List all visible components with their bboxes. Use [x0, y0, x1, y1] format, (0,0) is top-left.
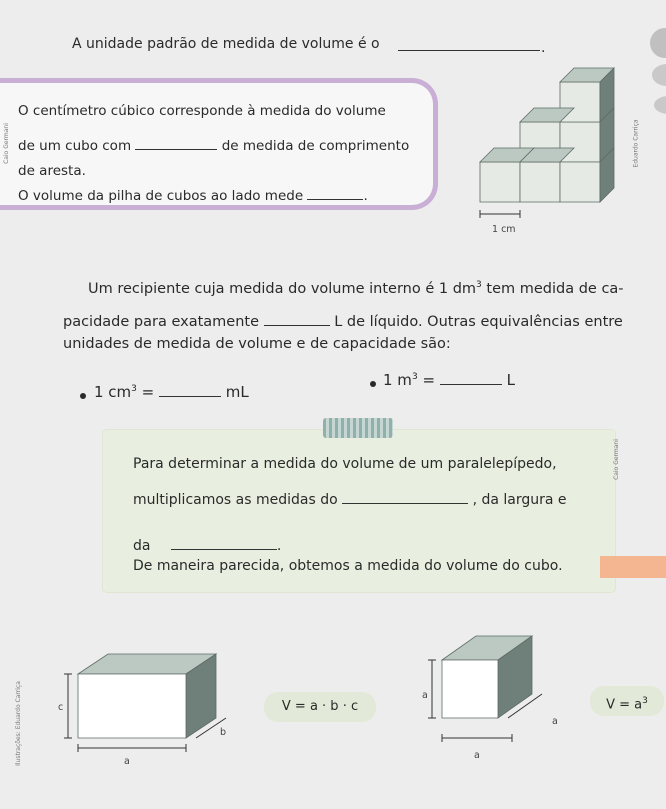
cube-face: [560, 162, 600, 202]
cube-front: [442, 660, 498, 718]
bullet-dot: [80, 393, 86, 399]
card2-line1: Para determinar a medida do volume de um paralelepípedo,: [133, 456, 557, 472]
decorative-circle-icon: [650, 28, 666, 58]
credit-caio-germani: Caio Germani: [2, 123, 10, 164]
cube-label-a-bottom: a: [474, 750, 480, 761]
credit-caio-germani-2: Caio Germani: [612, 439, 620, 480]
answer-blank-ml[interactable]: [159, 396, 221, 397]
card2-line2: multiplicamos as medidas do , da largura e: [133, 492, 567, 508]
formula-cube-volume: $V = a^3$: [590, 686, 664, 716]
parallelepiped-volume-card: [103, 430, 615, 592]
card1-line2: de um cubo com de medida de comprimento: [18, 138, 410, 154]
cubic-centimeter-card: [0, 78, 438, 210]
orange-tab-decoration: [600, 556, 666, 578]
equivalence-cm3: 1 $cm^3$ = mL: [94, 383, 249, 401]
question-volume-unit: A unidade padrão de medida de volume é o: [72, 36, 380, 52]
decorative-circle-icon: [652, 64, 666, 86]
card2-line4: De maneira parecida, obtemos a medida do volume do cubo.: [133, 558, 563, 574]
prism-label-c: c: [58, 702, 64, 713]
card1-line1: O centímetro cúbico corresponde à medida do volume: [18, 103, 386, 119]
decorative-circle-icon: [654, 96, 666, 114]
equivalence-m3: 1 $m^3 = L$: [383, 371, 515, 389]
scale-label: 1 cm: [492, 224, 516, 235]
formula-prism-volume: V = a · b · c: [264, 692, 376, 722]
cube-face: [520, 162, 560, 202]
prism-label-a: a: [124, 756, 130, 767]
bullet-dot: [370, 381, 376, 387]
card2-line3: da .: [133, 538, 282, 554]
paragraph2-line1: Um recipiente cuja medida do volume interno é 1 $dm^3$ tem medida de ca-: [88, 280, 624, 297]
credit-eduardo-carrica: Eduardo Carriça: [632, 119, 640, 168]
paragraph2-line3: unidades de medida de volume e de capacidade são:: [63, 336, 451, 352]
answer-blank-l[interactable]: [440, 384, 502, 385]
answer-blank-edge[interactable]: [135, 149, 217, 150]
credit-illustrations: Ilustrações: Eduardo Carriça: [14, 681, 22, 766]
answer-blank-liters[interactable]: [264, 325, 330, 326]
binder-clip-decoration: [323, 418, 393, 438]
prism-label-b: b: [220, 727, 227, 738]
cube-label-a-left: a: [422, 690, 428, 701]
answer-blank-length[interactable]: [342, 503, 468, 504]
answer-blank-stack-volume[interactable]: [307, 199, 363, 200]
prism-front: [78, 674, 186, 738]
card1-line4: O volume da pilha de cubos ao lado mede .: [18, 188, 368, 204]
cube-face: [480, 162, 520, 202]
cube-figure: [418, 632, 578, 762]
cube-stack-figure: [470, 44, 640, 244]
card1-line3: de aresta.: [18, 163, 86, 179]
answer-blank-height[interactable]: [171, 549, 277, 550]
period: .: [541, 40, 546, 56]
cube-label-a-diag: a: [552, 716, 558, 727]
rectangular-prism-figure: [50, 648, 250, 778]
paragraph2-line2: pacidade para exatamente L de líquido. Outras equivalências entre: [63, 314, 623, 330]
